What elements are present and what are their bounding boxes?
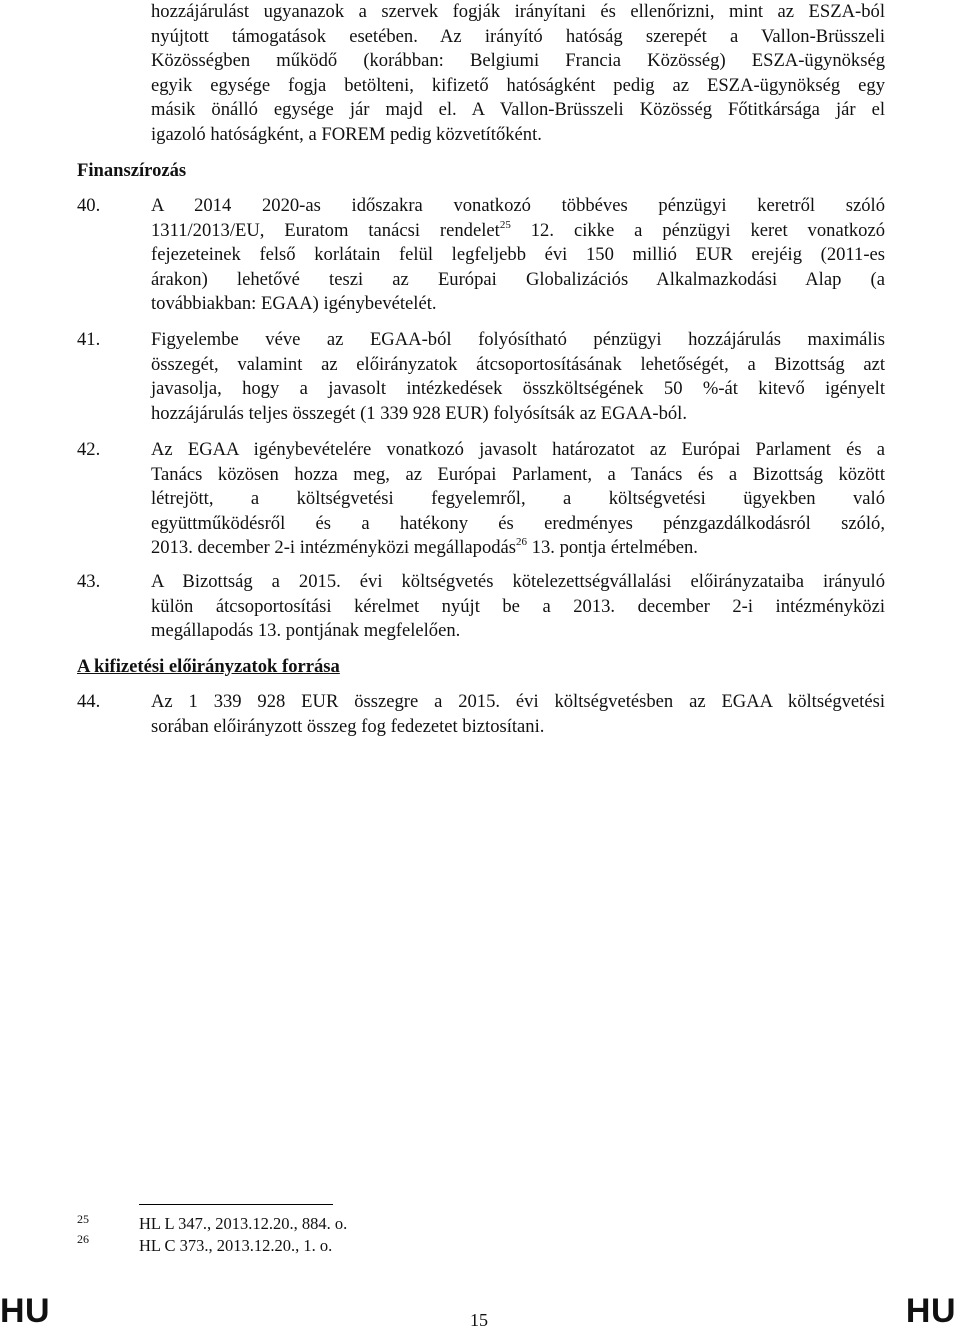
footnote-separator <box>139 1204 333 1205</box>
paragraph-number: 42. <box>77 439 101 460</box>
text-line: külön átcsoportosítási kérelmet nyújt be a 2013. december 2-i intézményközi <box>151 595 885 617</box>
text-fragment: 12. cikke a pénzügyi keret vonatkozó <box>510 219 886 241</box>
text-line: egyik egysége fogja betölteni, kifizető hatóságként pedig az ESZA-ügynökség egy <box>151 74 885 96</box>
text-line: Figyelembe véve az EGAA-ból folyósítható pénzügyi hozzájárulás maximális <box>151 329 885 350</box>
paragraph-42 <box>151 438 885 561</box>
text-line: sorában előirányzott összeg fog fedezetet biztosítani. <box>151 715 545 737</box>
footnote-text: HL C 373., 2013.12.20., 1. o. <box>139 1236 333 1255</box>
text-line: együttműködésről és a hatékony és eredményes pénzgazdálkodásról szóló, <box>151 512 885 534</box>
text-line: árakon) lehetővé teszi az Európai Globalizációs Alkalmazkodási Alap (a <box>151 268 885 290</box>
text-line: másik önálló egysége jár majd el. A Vallon-Brüsszeli Közösség Főtitkársága jár el <box>151 99 885 121</box>
text-line: megállapodás 13. pontjának megfelelően. <box>151 620 461 642</box>
section-heading-payment-source: A kifizetési előirányzatok forrása <box>77 656 340 677</box>
language-code-right: HU <box>905 1292 956 1330</box>
section-heading-financing: Finanszírozás <box>77 160 187 181</box>
text-line: összegét, valamint az előirányzatok átcsoportosításának lehetőségét, a Bizottság azt <box>151 353 885 375</box>
text-line: Az 1 339 928 EUR összegre a 2015. évi költségvetésben az EGAA költségvetési <box>151 691 885 712</box>
paragraph-number: 43. <box>77 571 101 592</box>
footnote-ref-26: 26 <box>516 536 528 549</box>
intro-paragraph <box>151 0 885 148</box>
text-line: hozzájárulás teljes összegét (1 339 928 EUR) folyósítsák az EGAA-ból. <box>151 402 687 424</box>
text-fragment: 2013. december 2-i intézményközi megállapodás <box>151 537 517 559</box>
text-line: Közösségben működő (korábban: Belgiumi Francia Közösség) ESZA-ügynökség <box>151 50 885 72</box>
paragraph-43 <box>151 570 885 644</box>
text-line: hozzájárulást ugyanazok a szervek fogják irányítani és ellenőrizni, mint az ESZA-ból <box>151 1 885 22</box>
page-number: 15 <box>470 1310 488 1330</box>
text-fragment: 13. pontja értelmében. <box>527 537 698 559</box>
footnote-number: 26 <box>77 1232 89 1246</box>
footnote-number: 25 <box>77 1212 89 1226</box>
text-line: Tanács közösen hozza meg, az Európai Parlament, a Tanács és a Bizottság között <box>151 463 885 485</box>
text-line: Az EGAA igénybevételére vonatkozó javasolt határozatot az Európai Parlament és a <box>151 439 885 460</box>
text-line: fejezeteinek felső korlátain felül legfeljebb évi 150 millió EUR erejéig (2011-es <box>151 244 885 266</box>
footnote-text: HL L 347., 2013.12.20., 884. o. <box>139 1214 348 1233</box>
text-line: igazoló hatóságként, a FOREM pedig közvetítőként. <box>151 123 542 145</box>
text-fragment: 1311/2013/EU, Euratom tanácsi rendelet <box>151 219 500 241</box>
paragraph-41 <box>151 328 885 426</box>
text-line: létrejött, a költségvetési fegyelemről, a költségvetési ügyekben való <box>151 488 885 510</box>
language-code-left: HU <box>0 1292 51 1330</box>
text-line <box>151 536 885 561</box>
footnote-ref-25: 25 <box>499 218 511 231</box>
text-line: A Bizottság a 2015. évi költségvetés kötelezettségvállalási előirányzataiba irányuló <box>151 571 885 592</box>
paragraph-40 <box>151 194 885 317</box>
paragraph-number: 40. <box>77 195 101 216</box>
text-line: javasolja, hogy a javasolt intézkedések összköltségének 50 %-át kitevő igényelt <box>151 378 885 400</box>
text-line: A 2014 2020-as időszakra vonatkozó többéves pénzügyi keretről szóló <box>151 195 885 216</box>
paragraph-44 <box>151 690 885 739</box>
text-line: továbbiakban: EGAA) igénybevételét. <box>151 293 437 315</box>
text-line: nyújtott támogatások esetében. Az irányító hatóság szerepét a Vallon-Brüsszeli <box>151 25 885 47</box>
paragraph-number: 44. <box>77 691 101 712</box>
text-line <box>151 219 885 244</box>
paragraph-number: 41. <box>77 329 101 350</box>
